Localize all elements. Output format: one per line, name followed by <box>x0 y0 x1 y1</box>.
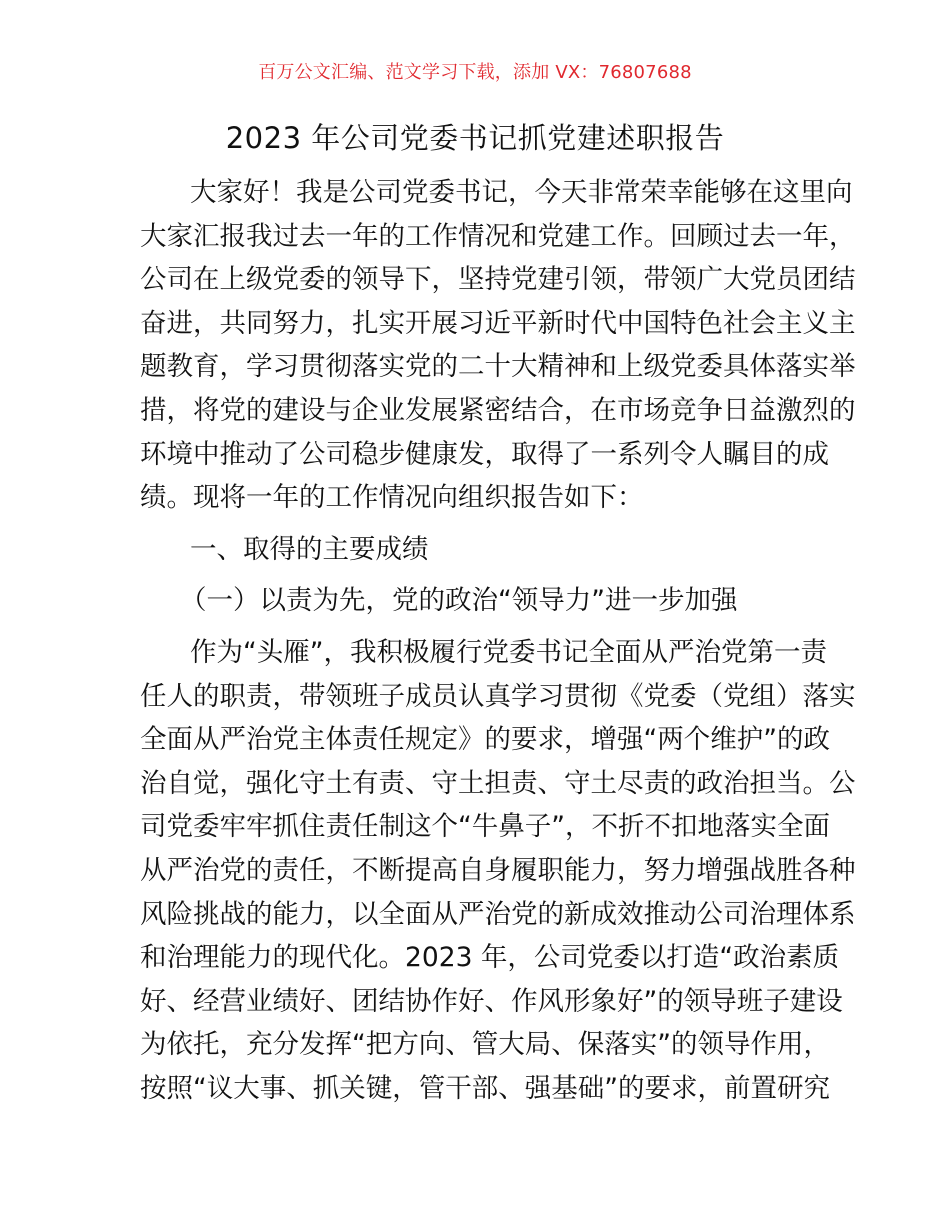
text-line: 司党委牢牢抓住责任制这个“牛鼻子”，不折不扣地落实全面 <box>140 811 830 843</box>
text-line: 奋进，共同努力，扎实开展习近平新时代中国特色社会主义主 <box>140 307 856 339</box>
text-line: 措，将党的建设与企业发展紧密结合，在市场竞争日益激烈的 <box>140 394 856 426</box>
section-heading: 一、取得的主要成绩 <box>190 533 429 565</box>
text-line: 任人的职责，带领班子成员认真学习贯彻《党委（党组）落实 <box>140 680 856 712</box>
text-line: 大家汇报我过去一年的工作情况和党建工作。回顾过去一年， <box>140 220 856 252</box>
document-body <box>140 171 856 1110</box>
text-line: 和治理能力的现代化。2023 年，公司党委以打造“政治素质 <box>140 942 840 974</box>
text-line: 为依托，充分发挥“把方向、管大局、保落实”的领导作用， <box>140 1029 830 1061</box>
text-line: 全面从严治党主体责任规定》的要求，增强“两个维护”的政 <box>140 724 830 756</box>
text-line: 治自觉，强化守土有责、守土担责、守土尽责的政治担当。公 <box>140 767 856 799</box>
text-line: 好、经营业绩好、团结协作好、作风形象好”的领导班子建设 <box>140 985 843 1017</box>
document-title: 2023 年公司党委书记抓党建述职报告 <box>225 121 725 155</box>
text-line: 作为“头雁”，我积极履行党委书记全面从严治党第一责 <box>190 636 827 668</box>
watermark-banner: 百万公文汇编、范文学习下载，添加 VX：76807688 <box>258 62 692 83</box>
text-line: 环境中推动了公司稳步健康发，取得了一系列令人瞩目的成 <box>140 438 829 470</box>
text-line: 风险挑战的能力，以全面从严治党的新成效推动公司治理体系 <box>140 898 856 930</box>
text-line: 从严治党的责任，不断提高自身履职能力，努力增强战胜各种 <box>140 854 856 886</box>
paragraph-leadership <box>140 631 856 1111</box>
text-line: 绩。现将一年的工作情况向组织报告如下： <box>140 482 644 514</box>
subsection-heading: （一）以责为先，党的政治“领导力”进一步加强 <box>180 585 738 617</box>
text-line: 公司在上级党委的领导下，坚持党建引领，带领广大党员团结 <box>140 264 856 296</box>
text-line: 按照“议大事、抓关键，管干部、强基础”的要求，前置研究 <box>140 1072 830 1104</box>
text-line: 题教育，学习贯彻落实党的二十大精神和上级党委具体落实举 <box>140 351 856 383</box>
paragraph-intro <box>140 171 856 520</box>
text-line: 大家好！我是公司党委书记，今天非常荣幸能够在这里向 <box>190 177 853 208</box>
